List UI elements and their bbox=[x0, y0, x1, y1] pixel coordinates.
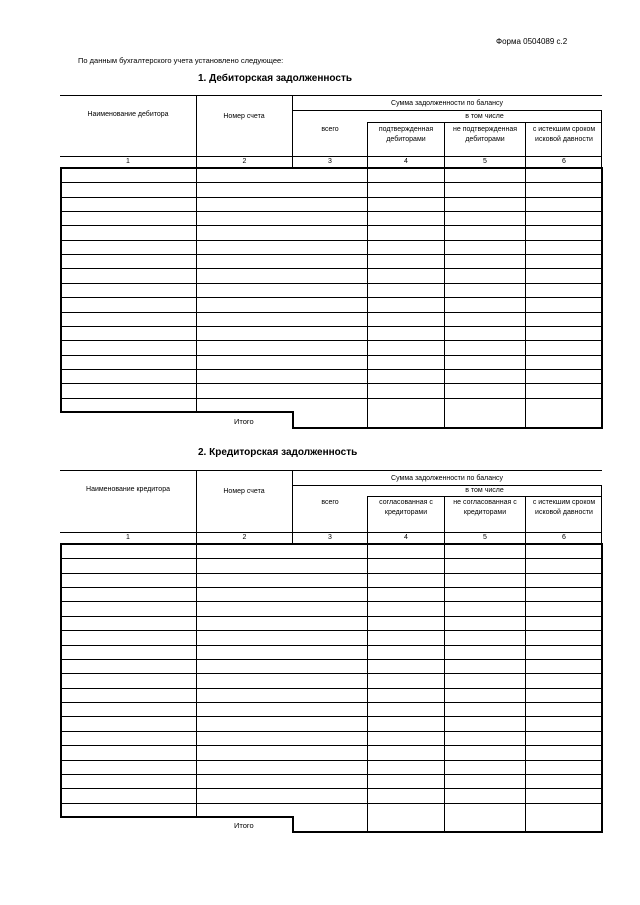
debitors-row-line bbox=[61, 398, 602, 399]
creditors-col-name-header: Наименование кредитора bbox=[86, 486, 170, 493]
form-number: Форма 0504089 с.2 bbox=[496, 37, 568, 46]
creditors-row-line bbox=[61, 645, 602, 646]
creditors-row-line bbox=[61, 601, 602, 602]
debitors-row-line bbox=[61, 225, 602, 226]
creditors-title: 2. Кредиторская задолженность bbox=[198, 447, 358, 458]
creditors-colnum-1: 1 bbox=[126, 534, 130, 541]
creditors-row-line bbox=[61, 716, 602, 717]
debitors-incl-header: в том числе bbox=[465, 113, 504, 120]
creditors-row-line bbox=[61, 558, 602, 559]
creditors-row-line bbox=[61, 587, 602, 588]
debitors-row-line bbox=[61, 355, 602, 356]
creditors-total-label: Итого bbox=[234, 821, 254, 830]
creditors-col-account-header: Номер счета bbox=[223, 488, 265, 495]
debitors-row-line bbox=[61, 383, 602, 384]
debitors-title: 1. Дебиторская задолженность bbox=[198, 73, 352, 84]
debitors-colnum-5: 5 bbox=[483, 158, 487, 165]
creditors-row-line bbox=[61, 760, 602, 761]
debitors-colnum-3: 3 bbox=[328, 158, 332, 165]
debitors-row-line bbox=[61, 211, 602, 212]
debitors-colnum-6: 6 bbox=[562, 158, 566, 165]
creditors-row-line bbox=[61, 745, 602, 746]
creditors-row-line bbox=[61, 688, 602, 689]
debitors-row-line bbox=[61, 297, 602, 298]
debitors-col-name-header: Наименование дебитора bbox=[87, 111, 169, 118]
intro-text: По данным бухгалтерского учета установлено следующее: bbox=[78, 56, 284, 65]
debitors-colnum-4: 4 bbox=[404, 158, 408, 165]
creditors-row-line bbox=[61, 731, 602, 732]
creditors-col-c-header: с истекшим сроком исковой давности bbox=[532, 499, 596, 516]
debitors-row-line bbox=[61, 240, 602, 241]
creditors-row-line bbox=[61, 702, 602, 703]
creditors-col-total-header: всего bbox=[321, 499, 339, 506]
creditors-colnum-3: 3 bbox=[328, 534, 332, 541]
creditors-colnum-4: 4 bbox=[404, 534, 408, 541]
debitors-row-line bbox=[61, 254, 602, 255]
debitors-row-line bbox=[61, 312, 602, 313]
debitors-colnum-2: 2 bbox=[242, 158, 247, 165]
debitors-col-b-header: не подтвержденная дебиторами bbox=[452, 126, 518, 143]
creditors-row-line bbox=[61, 673, 602, 674]
creditors-colnum-2: 2 bbox=[242, 534, 247, 541]
debitors-total-label: Итого bbox=[234, 417, 254, 426]
creditors-row-line bbox=[61, 630, 602, 631]
debitors-col-account-header: Номер счета bbox=[223, 113, 265, 120]
creditors-colnum-5: 5 bbox=[483, 534, 487, 541]
creditors-row-line bbox=[61, 659, 602, 660]
creditors-row-line bbox=[61, 788, 602, 789]
debitors-row-line bbox=[61, 326, 602, 327]
creditors-colnum-6: 6 bbox=[562, 534, 566, 541]
debitors-row-line bbox=[61, 283, 602, 284]
creditors-col-a-header: согласованная с кредиторами bbox=[379, 499, 433, 516]
creditors-row-line bbox=[61, 803, 602, 804]
creditors-col-b-header: не согласованная с кредиторами bbox=[453, 499, 517, 516]
creditors-row-line bbox=[61, 573, 602, 574]
debitors-row-line bbox=[61, 369, 602, 370]
creditors-row-line bbox=[61, 774, 602, 775]
debitors-col-c-header: с истекшим сроком исковой давности bbox=[532, 126, 596, 143]
creditors-sum-header: Сумма задолженности по балансу bbox=[391, 475, 503, 482]
debitors-row-line bbox=[61, 268, 602, 269]
creditors-incl-header: в том числе bbox=[465, 487, 504, 494]
debitors-sum-header: Сумма задолженности по балансу bbox=[391, 100, 503, 107]
debitors-row-line bbox=[61, 182, 602, 183]
debitors-col-total-header: всего bbox=[321, 126, 339, 133]
debitors-row-line bbox=[61, 197, 602, 198]
creditors-row-line bbox=[61, 616, 602, 617]
debitors-col-a-header: подтвержденная дебиторами bbox=[378, 126, 434, 143]
debitors-row-line bbox=[61, 340, 602, 341]
debitors-colnum-1: 1 bbox=[126, 158, 130, 165]
